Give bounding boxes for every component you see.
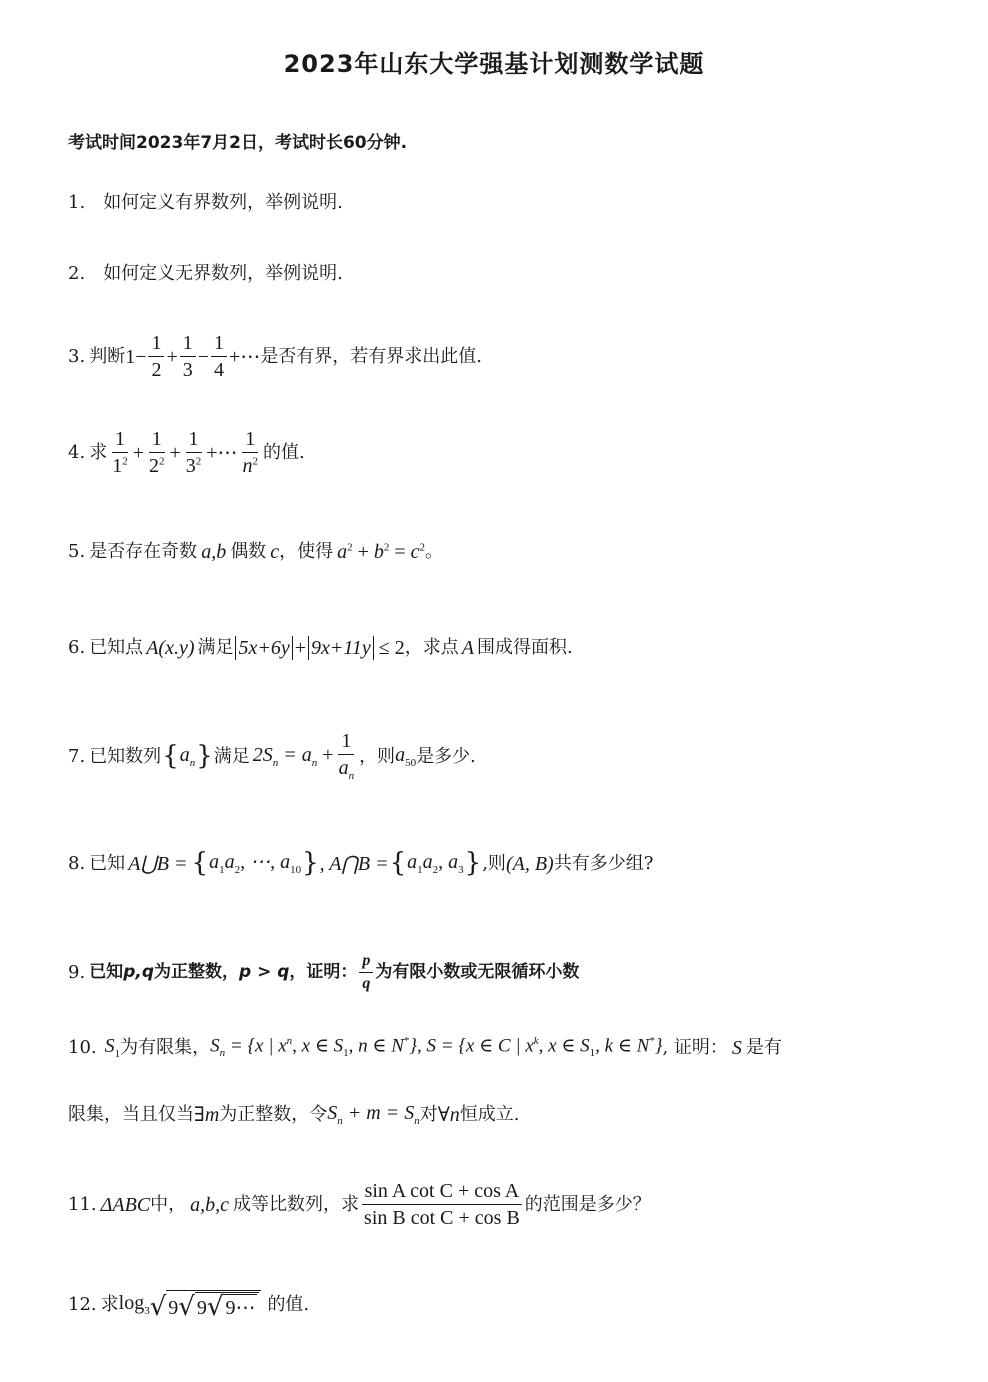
- fraction: $\frac{1}{4}$: [211, 332, 227, 382]
- math-term: $a_1a_2$, $a_3$: [407, 851, 464, 876]
- question-text: 是有: [745, 1036, 782, 1058]
- brace: }: [464, 848, 482, 878]
- question-text: 为有限小数或无限循环小数: [375, 962, 580, 983]
- fraction: $\frac{1}{2}$: [148, 332, 164, 382]
- question-6: [68, 636, 573, 660]
- equation: $S_n + m = S_n$: [327, 1102, 420, 1127]
- question-text: 如何定义有界数列，举例说明.: [103, 192, 343, 213]
- question-text: 。: [425, 541, 444, 563]
- question-text: 为正整数，令: [219, 1103, 328, 1125]
- question-text: 已知: [89, 852, 126, 874]
- math-term: 1: [125, 346, 136, 368]
- question-number: 5.: [68, 541, 86, 563]
- question-number: 9.: [68, 961, 86, 983]
- abs-bar: [373, 636, 374, 660]
- math-term: p > q: [238, 962, 290, 983]
- question-text: 判断: [89, 346, 126, 368]
- math-term: 5x+6y: [238, 637, 290, 659]
- brace: {: [191, 848, 209, 878]
- math-term: $a_1a_2$, ⋯, $a_{10}$: [209, 851, 302, 876]
- question-text: ，求点: [404, 637, 459, 659]
- question-number: 6.: [68, 637, 86, 659]
- math-term: (A, B): [505, 852, 554, 875]
- question-text: 满足: [213, 745, 250, 767]
- equation: $a^2 + b^2 = c^2$: [337, 541, 426, 563]
- math-term: c: [270, 541, 280, 563]
- question-7: [68, 730, 476, 783]
- math-term: $a_{50}$: [395, 743, 417, 769]
- question-5: [68, 540, 443, 564]
- brace: }: [302, 848, 319, 878]
- fraction: $\frac{1}{n^2}$: [242, 428, 259, 477]
- question-2: [68, 263, 343, 285]
- math-op: +: [169, 442, 181, 464]
- fraction: $\frac{1}{3^2}$: [185, 428, 202, 477]
- math-term: A: [461, 637, 474, 659]
- math-op: +: [166, 346, 178, 368]
- question-1: [68, 192, 343, 214]
- question-3: [68, 332, 482, 382]
- question-number: 8.: [68, 852, 86, 874]
- math-term: $S_1$: [104, 1035, 121, 1060]
- math-set: $S_n = \{x$ | $x^n$, x ∈ $S_1$, n ∈ N*}, S = {x ∈ C | $x^k$, x ∈ $S_1$, k ∈ N*}: [210, 1034, 663, 1060]
- question-text: ,则: [482, 852, 506, 874]
- math-op: −: [197, 346, 210, 368]
- question-text: ，证明：: [289, 962, 358, 983]
- question-number: 12.: [68, 1294, 97, 1316]
- question-text: 偶数: [230, 541, 267, 563]
- question-text: ，则: [359, 745, 396, 767]
- math-term: +⋯: [229, 346, 261, 368]
- question-text: 求: [89, 442, 108, 464]
- math-op: −: [135, 346, 147, 368]
- math-term: ∃m: [194, 1103, 220, 1126]
- question-text: 是否存在奇数: [89, 541, 198, 563]
- question-9: [68, 952, 579, 993]
- math-term: S: [731, 1036, 742, 1059]
- question-11: [68, 1180, 651, 1230]
- question-text: 共有多少组?: [553, 852, 654, 874]
- question-text: 的值.: [267, 1294, 310, 1316]
- question-text: 已知: [89, 962, 124, 983]
- question-number: 4.: [68, 442, 86, 464]
- brace: {: [389, 848, 407, 878]
- fraction: $\frac{\text{sin A cot C + cos A}}{\text{sin B cot C + cos B}}$: [361, 1180, 523, 1230]
- page-title: 2023年山东大学强基计划测数学试题: [283, 50, 705, 78]
- question-12: [68, 1290, 309, 1320]
- fraction: $\frac{1}{1^2}$: [112, 428, 128, 477]
- question-number: 1.: [68, 192, 86, 213]
- math-term: a,b: [201, 541, 227, 563]
- question-text: 如何定义无界数列，举例说明.: [103, 263, 343, 284]
- question-10-continued: [68, 1101, 520, 1128]
- question-text: 围成得面积.: [476, 637, 573, 659]
- question-4: [68, 428, 305, 478]
- question-text: 已知数列: [89, 745, 162, 767]
- question-text: 是多少.: [416, 745, 476, 767]
- question-text: 为有限集，: [120, 1036, 211, 1058]
- math-term: ∀n: [437, 1103, 460, 1126]
- math-term: a,b,c: [190, 1194, 230, 1216]
- math-op: +: [132, 442, 144, 464]
- question-text: 成等比数列，求: [233, 1194, 360, 1216]
- question-8: [68, 848, 653, 879]
- question-text: 限集，当且仅当: [68, 1103, 194, 1125]
- nested-radical: √ 9 √ 9 √ 9⋯: [150, 1290, 262, 1320]
- fraction: $\frac{p}{q}$: [359, 952, 373, 993]
- brace: {: [162, 740, 179, 771]
- question-text: 求: [100, 1294, 119, 1316]
- brace: }: [196, 740, 213, 771]
- abs-bar: [308, 636, 309, 660]
- exam-info: 考试时间2023年7月2日，考试时长60分钟.: [68, 133, 408, 153]
- question-text: ，使得: [279, 541, 334, 563]
- question-number: 11.: [68, 1194, 97, 1216]
- math-term: A(x.y): [146, 637, 195, 659]
- question-number: 2.: [68, 263, 86, 284]
- question-number: 7.: [68, 745, 86, 767]
- math-term: $\log_3$: [118, 1292, 150, 1318]
- question-text: 的范围是多少？: [524, 1194, 651, 1216]
- question-10: [68, 1034, 782, 1061]
- equation: $2S_n = a_n$ +: [252, 743, 334, 769]
- question-number: 3.: [68, 346, 86, 368]
- question-text: 是否有界，若有界求出此值.: [260, 346, 483, 368]
- abs-bar: [292, 636, 293, 660]
- math-term: ΔABC: [100, 1194, 151, 1216]
- question-text: , 证明：: [662, 1036, 728, 1058]
- question-text: 已知点: [89, 637, 144, 659]
- question-text: 为正整数，: [153, 962, 239, 983]
- question-text: 的值.: [263, 442, 305, 464]
- fraction: $\frac{1}{a_n}$: [338, 730, 355, 782]
- math-term: p,q: [123, 962, 154, 983]
- question-text: 对: [419, 1103, 438, 1125]
- math-term: $a_n$: [179, 743, 196, 769]
- question-text: 中，: [150, 1194, 187, 1216]
- math-op: +: [294, 637, 307, 659]
- math-term: 9x+11y: [311, 637, 371, 659]
- question-number: 10.: [68, 1036, 97, 1058]
- math-op: +⋯: [206, 442, 238, 464]
- math-term: A⋃B =: [128, 852, 188, 875]
- abs-bar: [235, 636, 236, 660]
- question-text: 恒成立.: [459, 1103, 520, 1125]
- fraction: $\frac{1}{3}$: [180, 332, 196, 382]
- question-text: 满足: [197, 637, 234, 659]
- math-term: , A⋂B =: [319, 852, 389, 875]
- math-term: ≤ 2: [378, 637, 405, 659]
- fraction: $\frac{1}{2^2}$: [148, 428, 165, 477]
